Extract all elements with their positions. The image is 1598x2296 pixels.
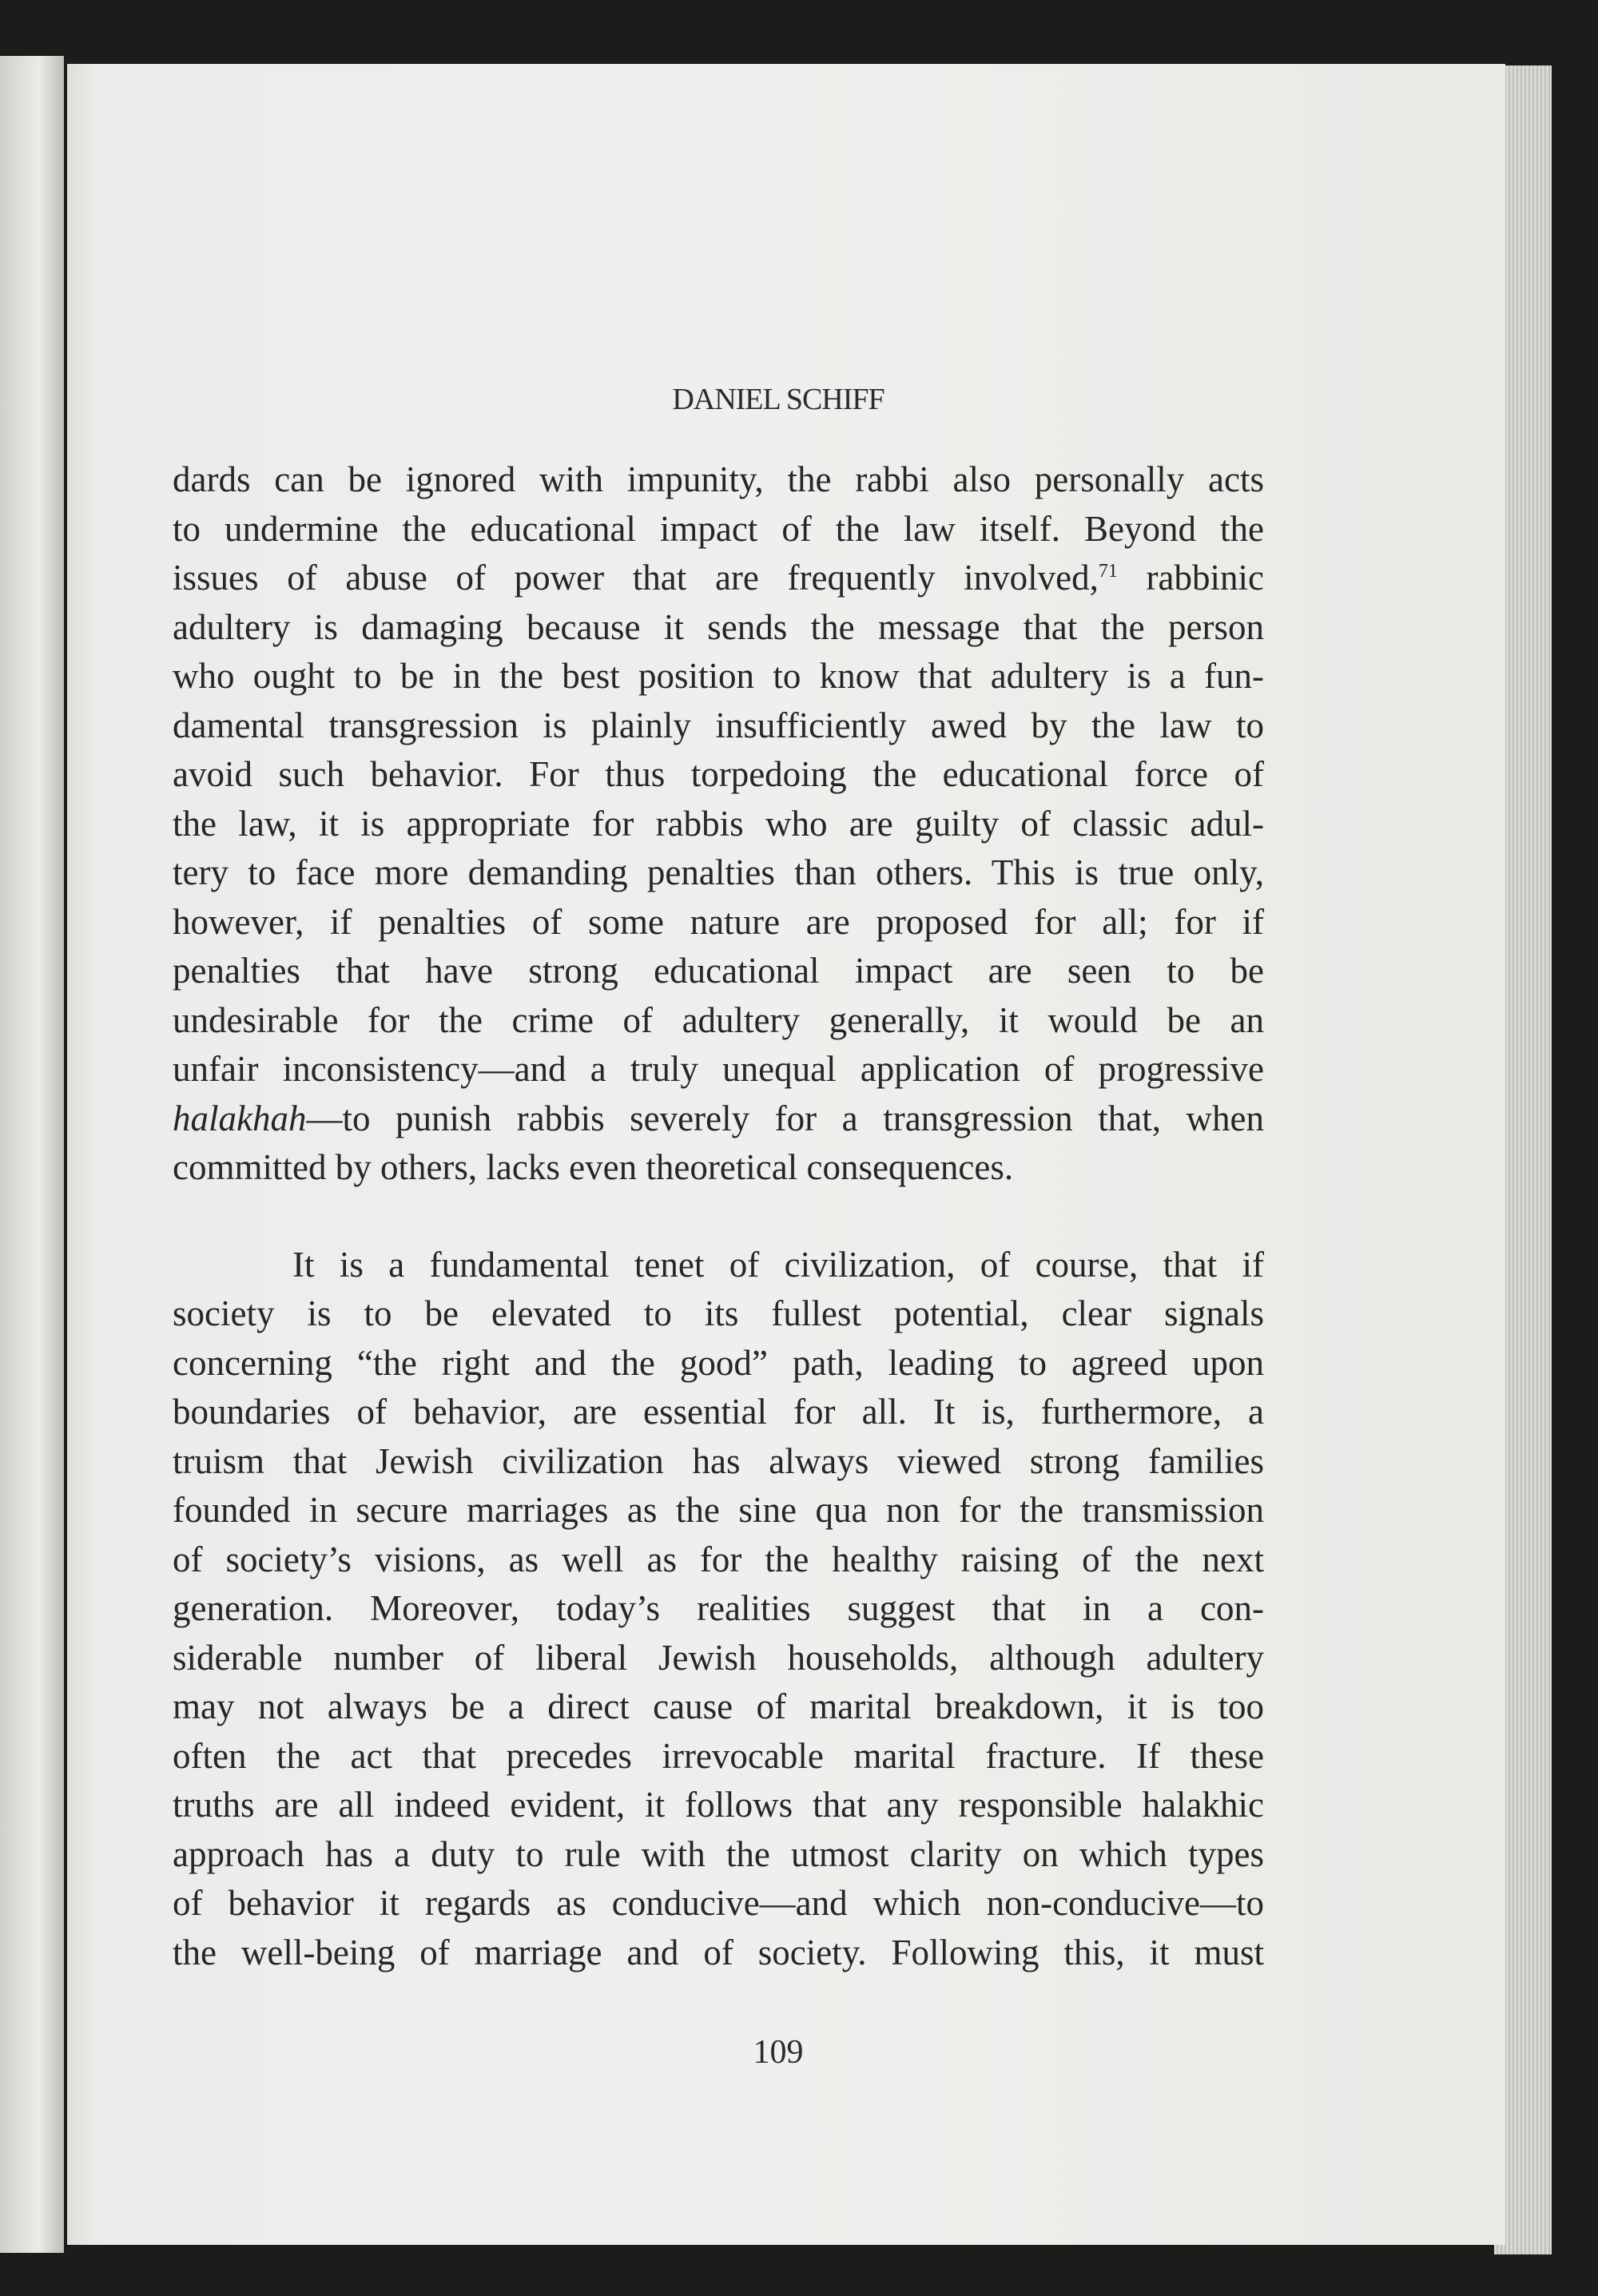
text-line: of society’s visions, as well as for the healthy raising of the next [173, 1539, 1264, 1579]
text-line: boundaries of behavior, are essential for all. It is, furthermore, a [173, 1392, 1264, 1432]
page-number: 109 [753, 2034, 804, 2071]
text-line: the well-being of marriage and of society. Following this, it must [173, 1932, 1264, 1972]
body-text [173, 455, 1264, 1977]
text-line: avoid such behavior. For thus torpedoing the educational force of [173, 754, 1264, 794]
text-line: It is a fundamental tenet of civilization, of course, that if [292, 1244, 1264, 1285]
text-line: unfair inconsistency—and a truly unequal application of progressive [173, 1049, 1264, 1089]
text-line: committed by others, lacks even theoretical consequences. [173, 1147, 1014, 1187]
text-line: adultery is damaging because it sends the message that the person [173, 606, 1264, 647]
footnote-ref: 71 [1098, 561, 1118, 582]
text-span: issues of abuse of power that are frequently involved, [173, 558, 1099, 598]
text-line: siderable number of liberal Jewish households, although adultery [173, 1637, 1264, 1678]
text-line: however, if penalties of some nature are proposed for all; for if [173, 901, 1264, 942]
text-span: rabbinic [1117, 558, 1264, 598]
text-line: truths are all indeed evident, it follows that any responsible halakhic [173, 1785, 1264, 1825]
text-line: to undermine the educational impact of the law itself. Beyond the [173, 508, 1264, 549]
text-span: —to punish rabbis severely for a transgression that, when [306, 1098, 1264, 1138]
text-line: often the act that precedes irrevocable marital fracture. If these [173, 1735, 1264, 1776]
text-line [173, 1094, 1264, 1144]
facing-page-edge [0, 56, 64, 2253]
text-line: damental transgression is plainly insufficiently awed by the law to [173, 705, 1264, 745]
italic-term: halakhah [173, 1098, 307, 1138]
text-line: the law, it is appropriate for rabbis who are guilty of classic adul- [173, 803, 1264, 844]
text-line: truism that Jewish civilization has always viewed strong families [173, 1440, 1264, 1481]
text-line: tery to face more demanding penalties than others. This is true only, [173, 852, 1264, 892]
running-head: DANIEL SCHIFF [672, 383, 884, 416]
text-line: dards can be ignored with impunity, the rabbi also personally acts [173, 459, 1264, 499]
text-line: approach has a duty to rule with the utmost clarity on which types [173, 1833, 1264, 1874]
text-line: society is to be elevated to its fullest potential, clear signals [173, 1293, 1264, 1333]
paragraph-2 [173, 1241, 1264, 1978]
text-line: concerning “the right and the good” path, leading to agreed upon [173, 1342, 1264, 1383]
text-line: penalties that have strong educational impact are seen to be [173, 951, 1264, 991]
paragraph-1 [173, 455, 1264, 1193]
text-line: founded in secure marriages as the sine qua non for the transmission [173, 1490, 1264, 1530]
text-line: may not always be a direct cause of marital breakdown, it is too [173, 1686, 1264, 1726]
text-line [173, 554, 1264, 603]
text-line: undesirable for the crime of adultery generally, it would be an [173, 999, 1264, 1040]
text-line: who ought to be in the best position to know that adultery is a fun- [173, 656, 1264, 696]
text-line: of behavior it regards as conducive—and which non-conducive—to [173, 1883, 1264, 1923]
text-line: generation. Moreover, today’s realities suggest that in a con- [173, 1588, 1264, 1628]
book-page [67, 64, 1505, 2245]
